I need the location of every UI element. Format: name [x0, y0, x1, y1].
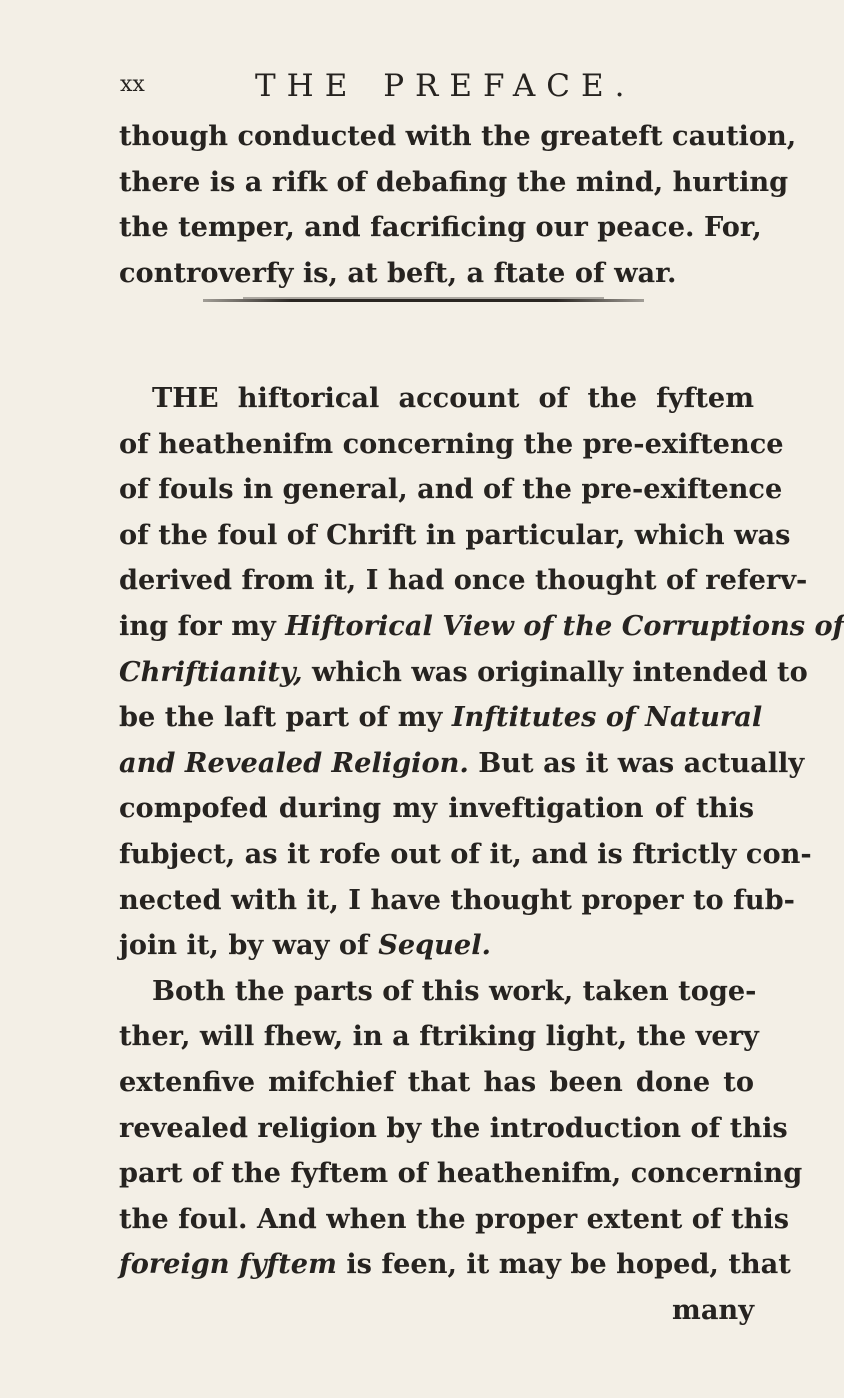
text-line: extenfive mifchief that has been done to: [119, 1065, 754, 1098]
text-line: of heathenifm concerning the pre-exiftence: [119, 427, 784, 460]
text-line: the temper, and facrificing our peace. For,: [119, 211, 762, 244]
italic-title: Hiftorical View of the Corruptions of: [285, 609, 844, 642]
text-line: part of the fyftem of heathenifm, concerning: [119, 1157, 803, 1190]
catchword: many: [672, 1293, 754, 1326]
text-line: revealed religion by the introduction of this: [119, 1111, 788, 1144]
body-text: [119, 376, 844, 1333]
text-line: [119, 741, 805, 787]
text-line: nected with it, I have thought proper to fub-: [119, 883, 795, 916]
running-title: THE PREFACE.: [255, 68, 636, 104]
text-line: derived from it, I had once thought of referv-: [119, 564, 808, 597]
italic-phrase: foreign fyftem: [119, 1248, 337, 1281]
text-run: which was originally intended to: [312, 655, 808, 688]
text-line: controverfy is, at beft, a ftate of war.: [119, 256, 677, 289]
text-line: THE hiftorical account of the fyftem: [152, 382, 754, 414]
text-line: the foul. And when the proper extent of this: [119, 1202, 790, 1235]
text-line: Both the parts of this work, taken toge-: [152, 974, 757, 1007]
text-line: there is a rifk of debafing the mind, hurting: [119, 165, 789, 198]
text-run: ing for my: [119, 609, 276, 642]
running-header: [120, 68, 730, 108]
text-line: of fouls in general, and of the pre-exiftence: [119, 473, 783, 506]
text-line: [119, 923, 754, 969]
text-line: though conducted with the greateft caution,: [119, 120, 797, 152]
italic-title: Chriftianity,: [119, 655, 303, 688]
text-line: fubject, as it rofe out of it, and is ftrictly con-: [119, 837, 812, 870]
text-line: compofed during my inveftigation of this: [119, 792, 754, 825]
text-run: join it, by way of: [119, 929, 369, 962]
paragraph-1: [119, 114, 797, 296]
text-line: [119, 1242, 791, 1288]
page-number: xx: [120, 72, 145, 97]
text-line: of the foul of Chrift in particular, which was: [119, 518, 791, 551]
section-divider-rule: [203, 299, 644, 302]
italic-word: Sequel.: [378, 929, 492, 962]
italic-title: Inftitutes of Natural: [451, 701, 763, 734]
text-line: [119, 650, 808, 696]
text-line: ther, will fhew, in a ftriking light, the very: [119, 1020, 759, 1053]
text-line: [119, 604, 844, 650]
italic-title: and Revealed Religion.: [119, 746, 469, 779]
text-run: But as it was actually: [478, 746, 805, 779]
text-run: is feen, it may be hoped, that: [346, 1248, 791, 1281]
text-run: be the laft part of my: [119, 701, 443, 734]
text-line: [119, 695, 763, 741]
